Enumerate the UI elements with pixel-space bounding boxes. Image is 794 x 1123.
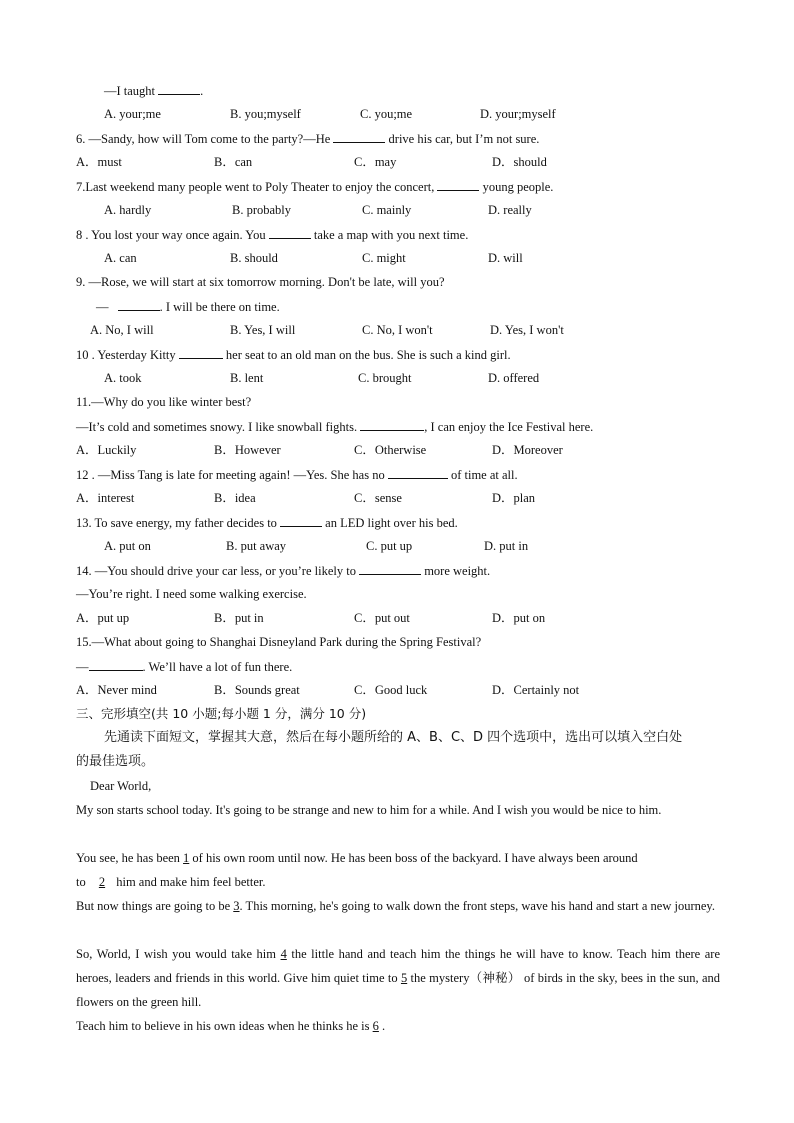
letter-greeting: Dear World, (90, 779, 152, 793)
q11-option-d: D．Moreover (492, 443, 563, 457)
answer-blank (333, 130, 385, 143)
answer-blank (437, 178, 479, 191)
q10-stem: 10 . Yesterday Kitty her seat to an old man on the bus. She is such a kind girl. (76, 348, 511, 362)
answer-blank (360, 418, 424, 431)
section-instruction-cont: 的最佳选项。 (76, 754, 155, 769)
q7-option-d: D. really (488, 203, 532, 217)
q8-option-a: A. can (104, 251, 137, 265)
answer-blank (158, 82, 200, 95)
q12-option-c: C．sense (354, 491, 402, 505)
q9-reply: — . I will be there on time. (96, 300, 280, 314)
q7-option-b: B. probably (232, 203, 292, 217)
q9-option-b: B. Yes, I will (230, 323, 296, 337)
q5-option-a: A. your;me (104, 107, 161, 121)
q6-stem: 6. —Sandy, how will Tom come to the party?—He drive his car, but I’m not sure. (76, 132, 540, 146)
q8-option-b: B. should (230, 251, 278, 265)
passage-paragraph-3: But now things are going to be 3. This morning, he's going to walk down the front steps, wave his hand and start a new journey. (76, 899, 715, 913)
q12-stem: 12 . —Miss Tang is late for meeting again! —Yes. She has no of time at all. (76, 468, 518, 482)
q14-option-c: C．put out (354, 611, 410, 625)
answer-blank (89, 658, 143, 671)
q11-stem: 11.—Why do you like winter best? (76, 395, 252, 409)
q5-stem: —I taught . (104, 84, 204, 98)
q6-option-b: B．can (214, 155, 253, 169)
blank-number-5: 5 (400, 971, 408, 985)
q6-option-d: D．should (492, 155, 547, 169)
q7-option-c: C. mainly (362, 203, 412, 217)
q15-option-b: B．Sounds great (214, 683, 300, 697)
q15-option-a: A．Never mind (76, 683, 157, 697)
q12-option-d: D．plan (492, 491, 536, 505)
answer-blank (118, 298, 160, 311)
section-instruction: 先通读下面短文，掌握其大意，然后在每小题所给的 A、B、C、D 四个选项中，选出可以填入空白处 (104, 730, 683, 745)
blank-number-3: 3 (233, 899, 240, 913)
q11-option-c: C．Otherwise (354, 443, 427, 457)
q7-option-a: A. hardly (104, 203, 152, 217)
q15-reply: — . We’ll have a lot of fun there. (76, 660, 293, 674)
q15-option-d: D．Certainly not (492, 683, 580, 697)
q6-option-a: A．must (76, 155, 122, 169)
blank-number-1: 1 (183, 851, 190, 865)
blank-number-4: 4 (280, 947, 287, 961)
answer-blank (359, 562, 421, 575)
answer-blank (280, 514, 322, 527)
q10-option-c: C. brought (358, 371, 412, 385)
q5-option-b: B. you;myself (230, 107, 301, 121)
q13-stem: 13. To save energy, my father decides to an LED light over his bed. (76, 516, 458, 530)
q10-option-d: D. offered (488, 371, 540, 385)
answer-blank (269, 226, 311, 239)
q5-option-d: D. your;myself (480, 107, 556, 121)
q9-stem: 9. —Rose, we will start at six tomorrow morning. Don't be late, will you? (76, 275, 445, 289)
q13-option-b: B. put away (226, 539, 287, 553)
passage-paragraph-4: So, World, I wish you would take him 4 the little hand and teach him the things he will have to know. Teach him there are heroes, leaders and friends in this world. Give him quiet time to 5 the mystery（神秘） of birds in the sky, bees in the sun, and flowers on the green hill. (76, 947, 721, 1009)
passage-paragraph-1: My son starts school today. It's going to be strange and new to him for a while. And I wish you would be nice to him. (76, 803, 662, 817)
q10-option-a: A. took (104, 371, 142, 385)
q13-option-d: D. put in (484, 539, 529, 553)
q9-option-d: D. Yes, I won't (490, 323, 564, 337)
q7-stem: 7.Last weekend many people went to Poly Theater to enjoy the concert, young people. (76, 180, 554, 194)
q14-reply: —You’re right. I need some walking exercise. (76, 587, 307, 601)
q9-option-c: C. No, I won't (362, 323, 433, 337)
q14-option-d: D．put on (492, 611, 546, 625)
answer-blank (388, 466, 448, 479)
q15-option-c: C．Good luck (354, 683, 428, 697)
q13-option-c: C. put up (366, 539, 413, 553)
q5-option-c: C. you;me (360, 107, 413, 121)
q6-option-c: C．may (354, 155, 397, 169)
q12-option-b: B．idea (214, 491, 256, 505)
answer-blank (179, 346, 223, 359)
q9-option-a: A. No, I will (90, 323, 154, 337)
q12-option-a: A．interest (76, 491, 135, 505)
q10-option-b: B. lent (230, 371, 264, 385)
q11-option-b: B．However (214, 443, 281, 457)
passage-paragraph-5: Teach him to believe in his own ideas when he thinks he is 6 . (76, 1019, 386, 1033)
q8-option-c: C. might (362, 251, 406, 265)
q11-option-a: A．Luckily (76, 443, 137, 457)
passage-paragraph-2: You see, he has been 1 of his own room until now. He has been boss of the backyard. I have always been around to 2 him and make him feel better. (76, 851, 638, 889)
q15-stem: 15.—What about going to Shanghai Disneyland Park during the Spring Festival? (76, 635, 482, 649)
q14-option-a: A．put up (76, 611, 130, 625)
q13-option-a: A. put on (104, 539, 151, 553)
q14-option-b: B．put in (214, 611, 264, 625)
blank-number-6: 6 (372, 1019, 379, 1033)
section-heading: 三、完形填空(共 10 小题;每小题 1 分，满分 10 分) (76, 706, 367, 721)
q8-option-d: D. will (488, 251, 523, 265)
q11-reply: —It’s cold and sometimes snowy. I like snowball fights. , I can enjoy the Ice Festival here. (76, 420, 594, 434)
q14-stem: 14. —You should drive your car less, or you’re likely to more weight. (76, 564, 491, 578)
q8-stem: 8 . You lost your way once again. You take a map with you next time. (76, 228, 469, 242)
blank-number-2: 2 (98, 875, 106, 889)
